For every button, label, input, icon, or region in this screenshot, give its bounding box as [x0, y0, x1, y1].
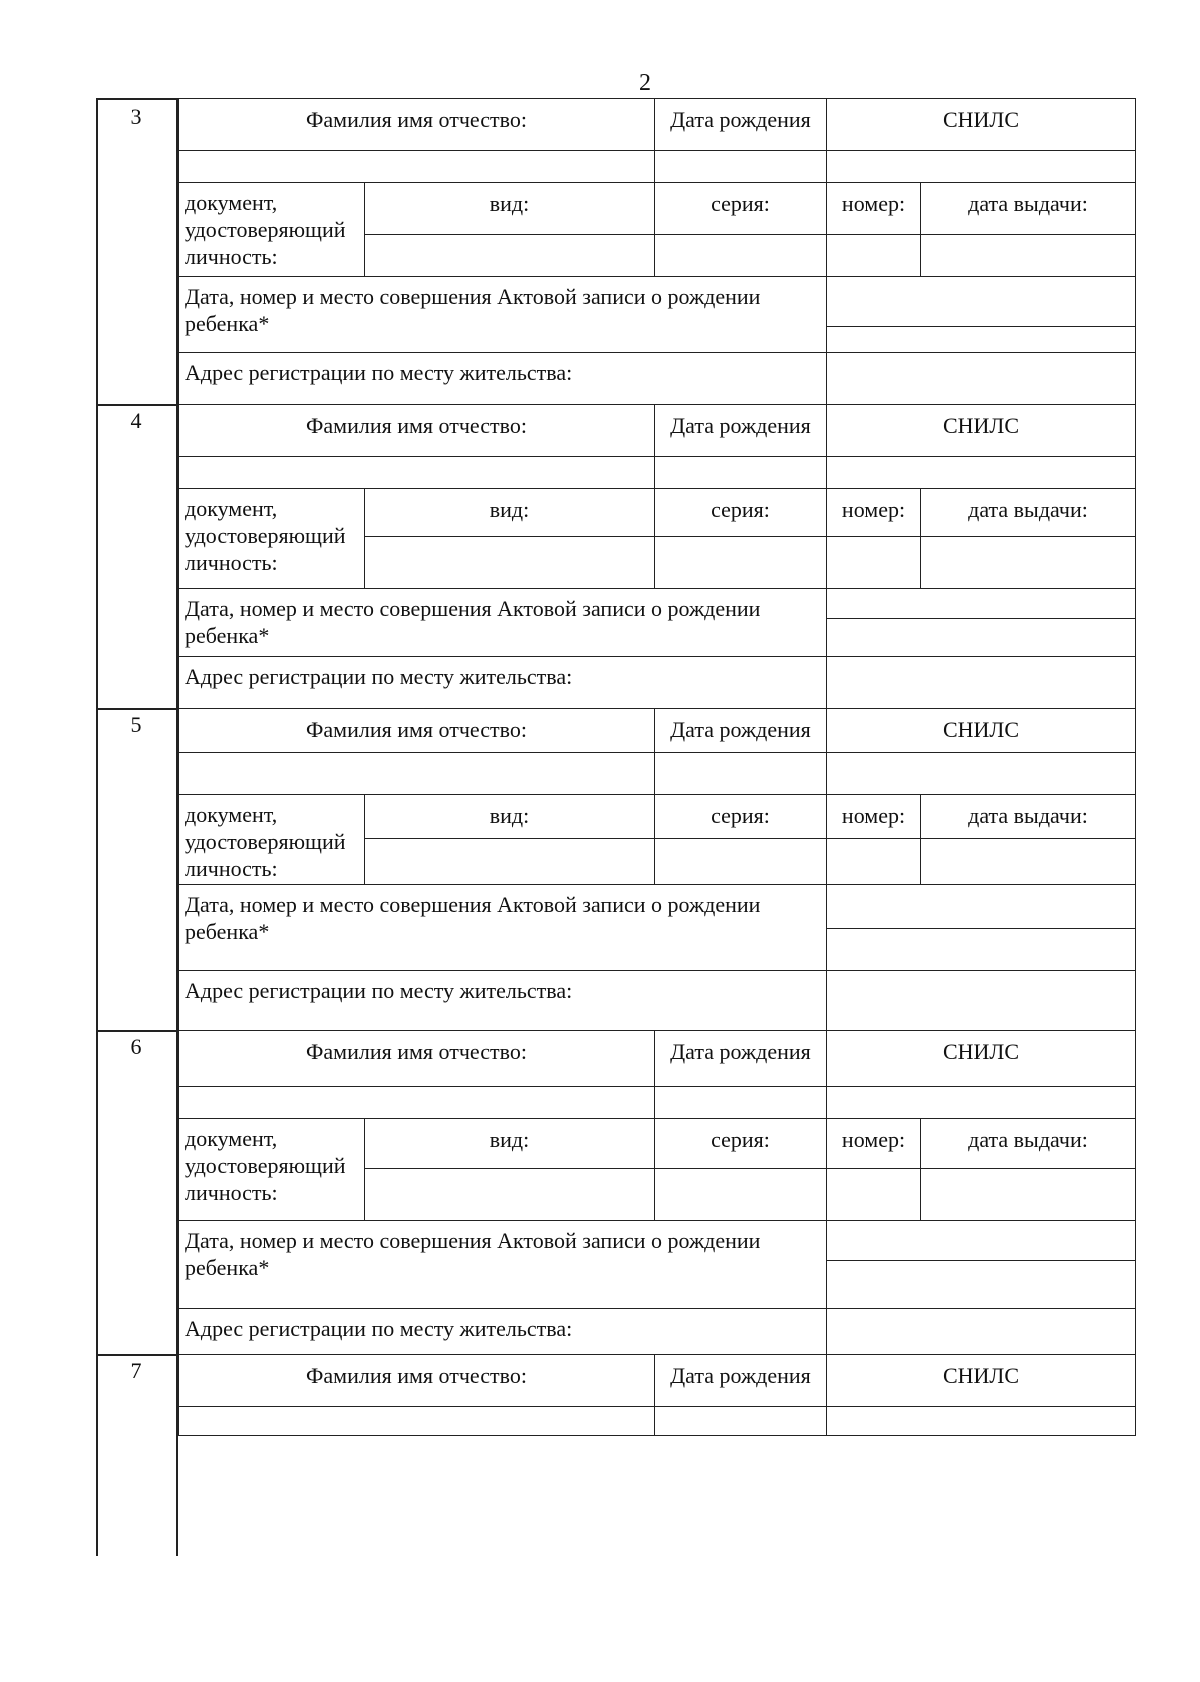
number-label: номер:	[827, 795, 921, 839]
document-label: документ, удостоверяющий личность:	[179, 183, 365, 277]
birth-record-field-2[interactable]	[827, 619, 1136, 657]
birth-date-field[interactable]	[655, 753, 827, 795]
series-label: серия:	[655, 489, 827, 537]
fio-label: Фамилия имя отчество:	[179, 1031, 655, 1087]
address-label: Адрес регистрации по месту жительства:	[179, 971, 827, 1031]
kind-field[interactable]	[365, 1169, 655, 1221]
snils-label: СНИЛС	[827, 99, 1136, 151]
series-label: серия:	[655, 795, 827, 839]
number-field[interactable]	[827, 537, 921, 589]
series-label: серия:	[655, 183, 827, 235]
fio-label: Фамилия имя отчество:	[179, 709, 655, 753]
birth-record-label: Дата, номер и место совершения Актовой записи о рождении ребенка*	[179, 589, 827, 657]
issue-date-field[interactable]	[921, 537, 1136, 589]
kind-label: вид:	[365, 489, 655, 537]
series-field[interactable]	[655, 1169, 827, 1221]
birth-date-label: Дата рождения	[655, 99, 827, 151]
address-field[interactable]	[827, 657, 1136, 709]
birth-date-label: Дата рождения	[655, 405, 827, 457]
kind-field[interactable]	[365, 537, 655, 589]
kind-label: вид:	[365, 795, 655, 839]
issue-date-label: дата выдачи:	[921, 489, 1136, 537]
fio-field[interactable]	[179, 457, 655, 489]
record-separator	[96, 404, 178, 406]
birth-record-field[interactable]	[827, 277, 1136, 327]
birth-date-label: Дата рождения	[655, 1355, 827, 1407]
document-label: документ, удостоверяющий личность:	[179, 489, 365, 589]
fio-field[interactable]	[179, 1087, 655, 1119]
birth-date-field[interactable]	[655, 1407, 827, 1436]
document-label: документ, удостоверяющий личность:	[179, 795, 365, 885]
fio-label: Фамилия имя отчество:	[179, 99, 655, 151]
birth-record-label: Дата, номер и место совершения Актовой записи о рождении ребенка*	[179, 885, 827, 971]
birth-date-field[interactable]	[655, 1087, 827, 1119]
frame-top-border	[96, 98, 178, 100]
issue-date-label: дата выдачи:	[921, 795, 1136, 839]
address-label: Адрес регистрации по месту жительства:	[179, 1309, 827, 1355]
birth-record-label: Дата, номер и место совершения Актовой записи о рождении ребенка*	[179, 277, 827, 353]
birth-record-field-2[interactable]	[827, 327, 1136, 353]
document-label: документ, удостоверяющий личность:	[179, 1119, 365, 1221]
snils-field[interactable]	[827, 1087, 1136, 1119]
snils-field[interactable]	[827, 1407, 1136, 1436]
record-number: 3	[130, 104, 142, 129]
record-number: 5	[130, 712, 142, 737]
snils-field[interactable]	[827, 151, 1136, 183]
issue-date-field[interactable]	[921, 1169, 1136, 1221]
fio-field[interactable]	[179, 753, 655, 795]
record-block	[178, 98, 1136, 405]
number-field[interactable]	[827, 839, 921, 885]
number-field[interactable]	[827, 1169, 921, 1221]
kind-field[interactable]	[365, 839, 655, 885]
issue-date-field[interactable]	[921, 839, 1136, 885]
issue-date-field[interactable]	[921, 235, 1136, 277]
record-block	[178, 404, 1136, 709]
address-field[interactable]	[827, 1309, 1136, 1355]
birth-record-field-2[interactable]	[827, 1261, 1136, 1309]
record-separator	[96, 1030, 178, 1032]
birth-date-field[interactable]	[655, 457, 827, 489]
birth-date-field[interactable]	[655, 151, 827, 183]
snils-field[interactable]	[827, 753, 1136, 795]
series-label: серия:	[655, 1119, 827, 1169]
fio-field[interactable]	[179, 151, 655, 183]
record-separator	[96, 708, 178, 710]
number-field[interactable]	[827, 235, 921, 277]
number-label: номер:	[827, 183, 921, 235]
record-number: 6	[130, 1034, 142, 1059]
fio-label: Фамилия имя отчество:	[179, 1355, 655, 1407]
address-label: Адрес регистрации по месту жительства:	[179, 657, 827, 709]
record-number: 4	[130, 408, 142, 433]
record-block	[178, 1030, 1136, 1355]
birth-date-label: Дата рождения	[655, 1031, 827, 1087]
record-number: 7	[130, 1358, 142, 1383]
series-field[interactable]	[655, 839, 827, 885]
snils-label: СНИЛС	[827, 405, 1136, 457]
kind-label: вид:	[365, 183, 655, 235]
kind-label: вид:	[365, 1119, 655, 1169]
issue-date-label: дата выдачи:	[921, 183, 1136, 235]
frame-left-border	[96, 98, 98, 1556]
birth-date-label: Дата рождения	[655, 709, 827, 753]
page-number: 2	[639, 70, 651, 96]
record-block	[178, 1354, 1136, 1436]
fio-field[interactable]	[179, 1407, 655, 1436]
series-field[interactable]	[655, 537, 827, 589]
birth-record-field-2[interactable]	[827, 929, 1136, 971]
issue-date-label: дата выдачи:	[921, 1119, 1136, 1169]
number-label: номер:	[827, 1119, 921, 1169]
fio-label: Фамилия имя отчество:	[179, 405, 655, 457]
birth-record-field[interactable]	[827, 1221, 1136, 1261]
snils-label: СНИЛС	[827, 1031, 1136, 1087]
address-field[interactable]	[827, 971, 1136, 1031]
series-field[interactable]	[655, 235, 827, 277]
record-block	[178, 708, 1136, 1031]
snils-field[interactable]	[827, 457, 1136, 489]
kind-field[interactable]	[365, 235, 655, 277]
address-label: Адрес регистрации по месту жительства:	[179, 353, 827, 405]
snils-label: СНИЛС	[827, 709, 1136, 753]
number-label: номер:	[827, 489, 921, 537]
birth-record-field[interactable]	[827, 589, 1136, 619]
record-separator	[96, 1354, 178, 1356]
address-field[interactable]	[827, 353, 1136, 405]
form-sheet	[96, 98, 1136, 1556]
birth-record-field[interactable]	[827, 885, 1136, 929]
snils-label: СНИЛС	[827, 1355, 1136, 1407]
birth-record-label: Дата, номер и место совершения Актовой записи о рождении ребенка*	[179, 1221, 827, 1309]
